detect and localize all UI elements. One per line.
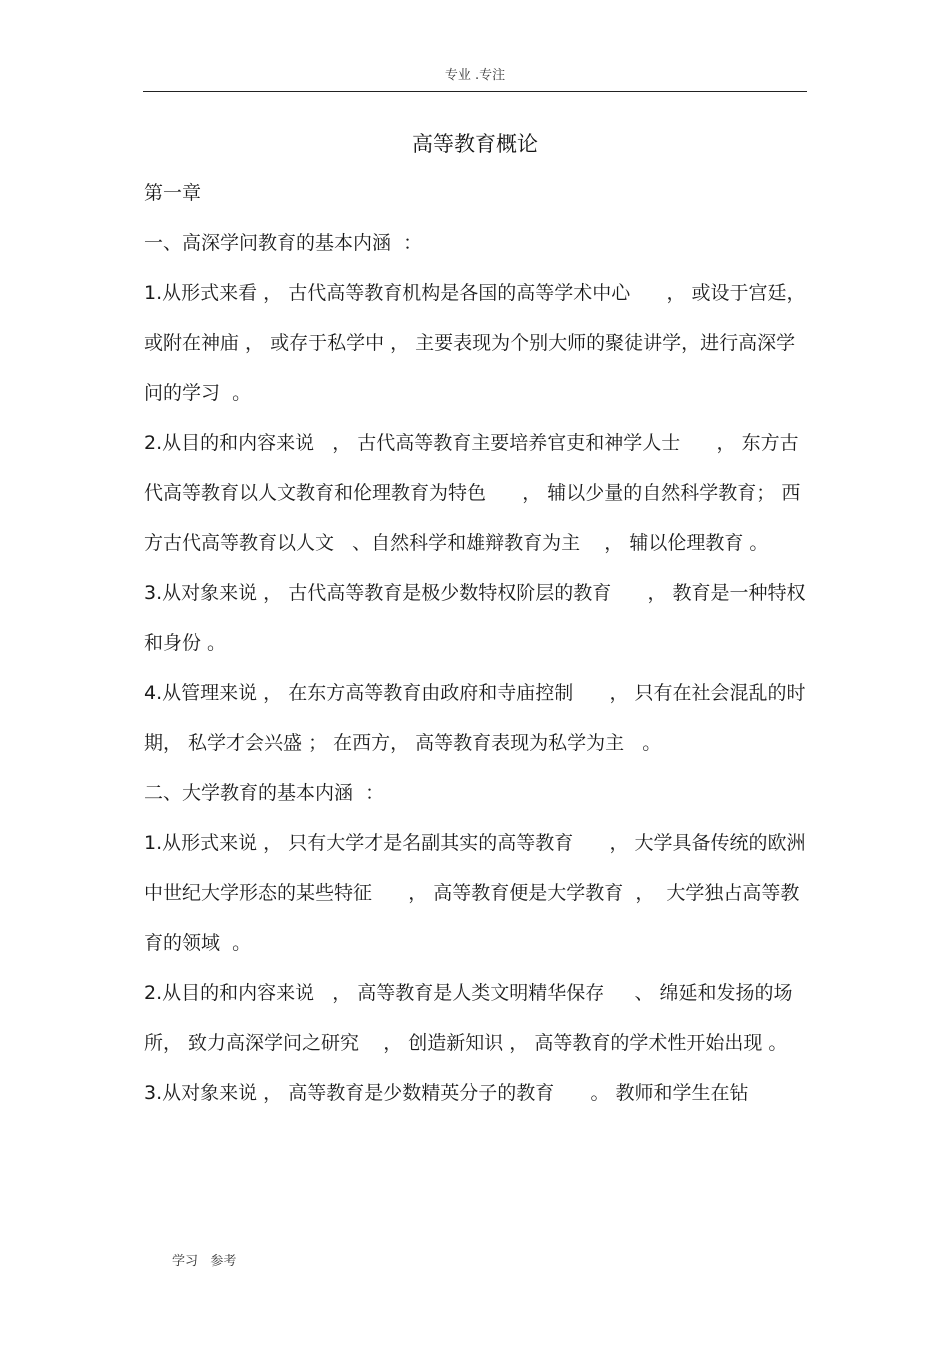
paragraph: 1.从形式来看 ， 古代高等教育机构是各国的高等学术中心 ， 或设于宫廷， 或附在神庙 ， 或存于私学中 ， 主要表现为个别大师的聚徒讲学，进行高深学问的学习 。: [144, 282, 812, 404]
paragraph: 3.从对象来说 ， 古代高等教育是极少数特权阶层的教育 ， 教育是一种特权和身份 。: [144, 582, 806, 654]
page-header: 专业 .专注: [444, 68, 506, 83]
document-body: [144, 168, 812, 1118]
section-heading: 二、大学教育的基本内涵 ：: [144, 782, 385, 804]
section-heading: 一、高深学问教育的基本内涵 ：: [144, 232, 423, 254]
paragraph: 2.从目的和内容来说 ， 古代高等教育主要培养官吏和神学人士 ， 东方古代高等教育以人文教育和伦理教育为特色 ， 辅以少量的自然科学教育； 西方古代高等教育以人文 、自然科学和雄辩教育为主 ， 辅以伦理教育 。: [144, 432, 801, 554]
page-footer: 学习 参考: [172, 1254, 237, 1269]
document-title: 高等教育概论: [412, 132, 538, 156]
paragraph: 1.从形式来说 ， 只有大学才是名副其实的高等教育 ， 大学具备传统的欧洲中世纪大学形态的某些特征 ， 高等教育便是大学教育 ， 大学独占高等教育的领域 。: [144, 832, 806, 954]
header-rule: [143, 91, 807, 92]
paragraph: 3.从对象来说 ， 高等教育是少数精英分子的教育 。 教师和学生在钻: [144, 1082, 749, 1104]
paragraph: 2.从目的和内容来说 ， 高等教育是人类文明精华保存 、 绵延和发扬的场所， 致力高深学问之研究 ， 创造新知识 ， 高等教育的学术性开始出现 。: [144, 982, 793, 1054]
chapter-heading: 第一章: [144, 182, 202, 204]
paragraph: 4.从管理来说 ， 在东方高等教育由政府和寺庙控制 ， 只有在社会混乱的时期， 私学才会兴盛 ； 在西方， 高等教育表现为私学为主 。: [144, 682, 806, 754]
